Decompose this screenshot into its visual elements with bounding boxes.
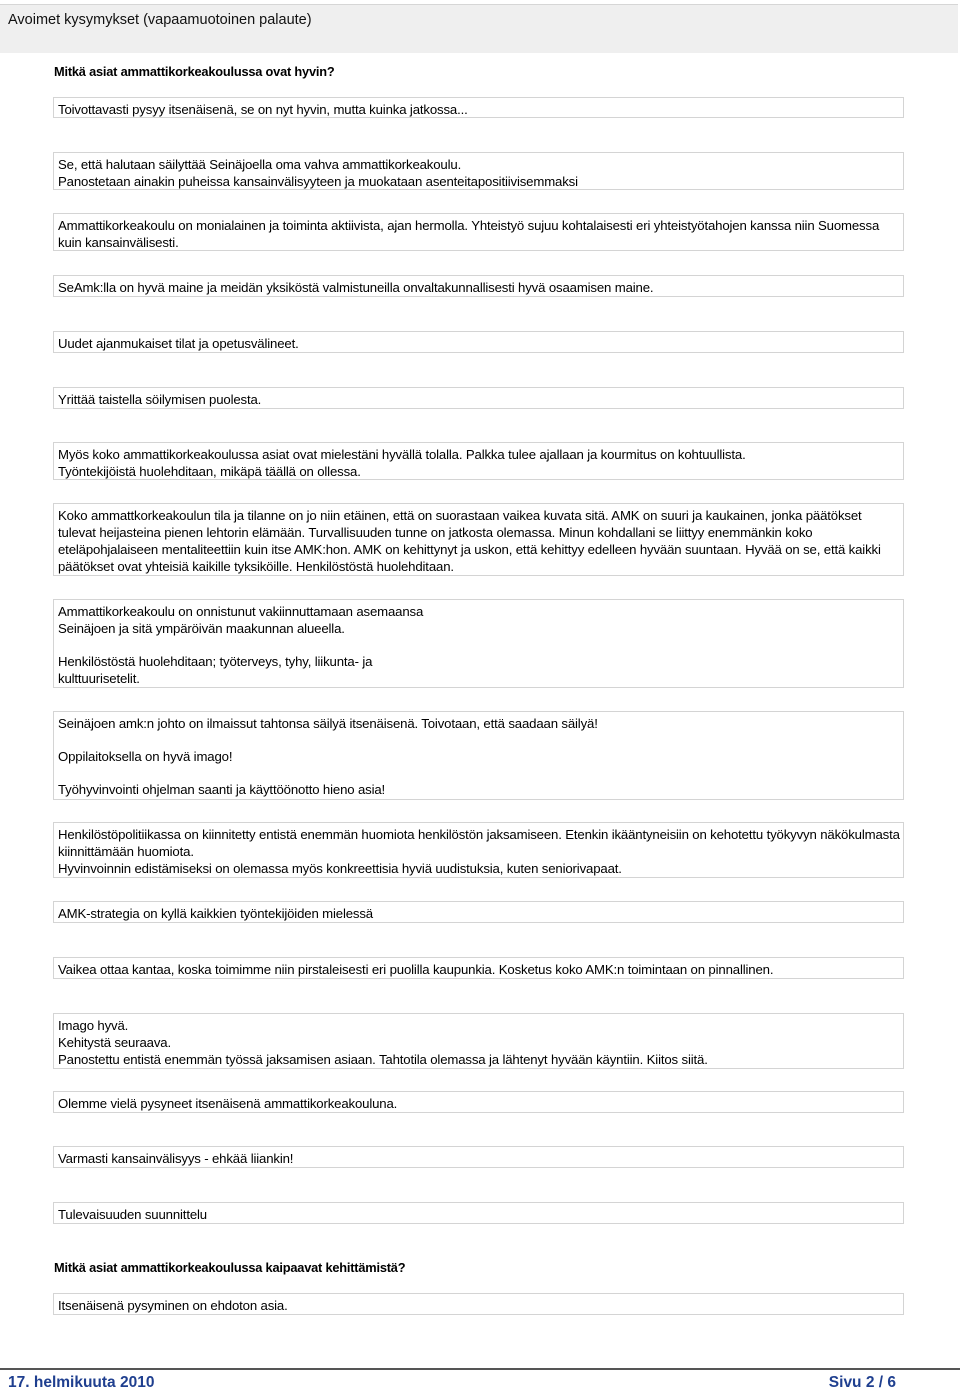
page-number: Sivu 2 / 6	[828, 1374, 896, 1391]
answer-box	[53, 331, 904, 353]
section-title: Avoimet kysymykset (vapaamuotoinen palaute)	[8, 12, 312, 28]
answer-box	[53, 275, 904, 297]
answer-line: Se, että halutaan säilyttää Seinäjoella oma vahva ammattikorkeakoulu.	[58, 157, 462, 172]
answer-box	[53, 387, 904, 409]
footer-date: 17. helmikuuta 2010	[8, 1374, 155, 1391]
answer-line: Imago hyvä.	[58, 1018, 129, 1033]
answer-box	[53, 442, 904, 480]
answer-line: Panostettu entistä enemmän työssä jaksamisen asiaan. Tahtotila olemassa ja lähtenyt hyvään käyntiin. Kiitos siitä.	[58, 1052, 708, 1067]
answer-line: kulttuurisetelit.	[58, 671, 140, 686]
answer-line: Ammattikorkeakoulu on onnistunut vakiinnuttamaan asemaansa	[58, 604, 424, 619]
answer-box	[53, 1146, 904, 1168]
answer-line: Tulevaisuuden suunnittelu	[58, 1207, 207, 1222]
section-header	[0, 4, 958, 53]
answer-box	[53, 152, 904, 190]
answer-box	[53, 1013, 904, 1069]
answer-line: Itsenäisenä pysyminen on ehdoton asia.	[58, 1298, 288, 1313]
footer-divider	[0, 1368, 960, 1370]
answer-line: Myös koko ammattikorkeakoulussa asiat ovat mielestäni hyvällä tolalla. Palkka tulee ajallaan ja kourmitus on kohtuullista.	[58, 447, 746, 462]
answer-line: Koko ammattkorkeakoulun tila ja tilanne on jo niin etäinen, että on suorastaan vaikea kuvata sitä. AMK on suuri ja kaukainen, jonka päätökset tulevat heijasteina pienen lehtorin elämään. Turvallisuuden tunne on jatkosta olemassa. Minun kohdallani se liittyy enemmänkin koko eteläpohjalaiseen mentaliteettiin kuin itse AMK:hon. AMK on kehittynyt ja uskon, että kehittyy edelleen hyvään suuntaan. Hyvää on se, että kaikki päätökset ovat yhteisiä kaikille tyksiköille. Henkilöstöstä huolehditaan.	[58, 508, 881, 574]
answer-line: Yrittää taistella söilymisen puolesta.	[58, 392, 262, 407]
answer-box	[53, 1202, 904, 1224]
answer-line: Panostetaan ainakin puheissa kansainvälisyyteen ja muokataan asenteitapositiivisemmaksi	[58, 174, 578, 189]
question-heading-improvements: Mitkä asiat ammattikorkeakoulussa kaipaavat kehittämistä?	[54, 1260, 406, 1275]
answer-box	[53, 901, 904, 923]
answer-line: Uudet ajanmukaiset tilat ja opetusvälineet.	[58, 336, 299, 351]
answer-box	[53, 1091, 904, 1113]
answer-box	[53, 599, 904, 688]
question-heading-strengths: Mitkä asiat ammattikorkeakoulussa ovat hyvin?	[54, 64, 335, 79]
answer-line: Kehitystä seuraava.	[58, 1035, 171, 1050]
answer-box	[53, 957, 904, 979]
answer-line: SeAmk:lla on hyvä maine ja meidän yksiköstä valmistuneilla onvaltakunnallisesti hyvä osaamisen maine.	[58, 280, 654, 295]
answer-line: Ammattikorkeakoulu on monialainen ja toiminta aktiivista, ajan hermolla. Yhteistyö sujuu kohtalaisesti eri yhteistyötahojen kanssa niin Suomessa kuin kansainvälisesti.	[58, 218, 880, 250]
answer-line: Olemme vielä pysyneet itsenäisenä ammattikorkeakouluna.	[58, 1096, 398, 1111]
answer-line: Seinäjoen amk:n johto on ilmaissut tahtonsa säilyä itsenäisenä. Toivotaan, että saadaan säilyä!	[58, 716, 598, 731]
answer-line: Seinäjoen ja sitä ympäröivän maakunnan alueella.	[58, 621, 345, 636]
answer-line: Vaikea ottaa kantaa, koska toimimme niin pirstaleisesti eri puolilla kaupunkia. Kosketus koko AMK:n toimintaan on pinnallinen.	[58, 962, 774, 977]
answer-line: Työhyvinvointi ohjelman saanti ja käyttöönotto hieno asia!	[58, 782, 386, 797]
answer-box	[53, 503, 904, 576]
answer-box	[53, 213, 904, 251]
answer-line: AMK-strategia on kyllä kaikkien työntekijöiden mielessä	[58, 906, 373, 921]
answer-box	[53, 822, 904, 878]
answer-box	[53, 711, 904, 800]
answer-line: Henkilöstöstä huolehditaan; työterveys, tyhy, liikunta- ja	[58, 654, 373, 669]
answer-line: Työntekijöistä huolehditaan, mikäpä täällä on ollessa.	[58, 464, 361, 479]
answer-line: Oppilaitoksella on hyvä imago!	[58, 749, 233, 764]
answer-line: Toivottavasti pysyy itsenäisenä, se on nyt hyvin, mutta kuinka jatkossa...	[58, 102, 468, 117]
answer-line: Hyvinvoinnin edistämiseksi on olemassa myös konkreettisia hyviä uudistuksia, kuten seniorivapaat.	[58, 861, 622, 876]
answer-box	[53, 1293, 904, 1315]
answer-box	[53, 97, 904, 118]
answer-line: Varmasti kansainvälisyys - ehkää liiankin!	[58, 1151, 294, 1166]
answer-line: Henkilöstöpolitiikassa on kiinnitetty entistä enemmän huomiota henkilöstön jaksamiseen. Etenkin ikääntyneisiin on kehotettu työkyvyn näkökulmasta kiinnittämään huomiota.	[58, 827, 900, 859]
